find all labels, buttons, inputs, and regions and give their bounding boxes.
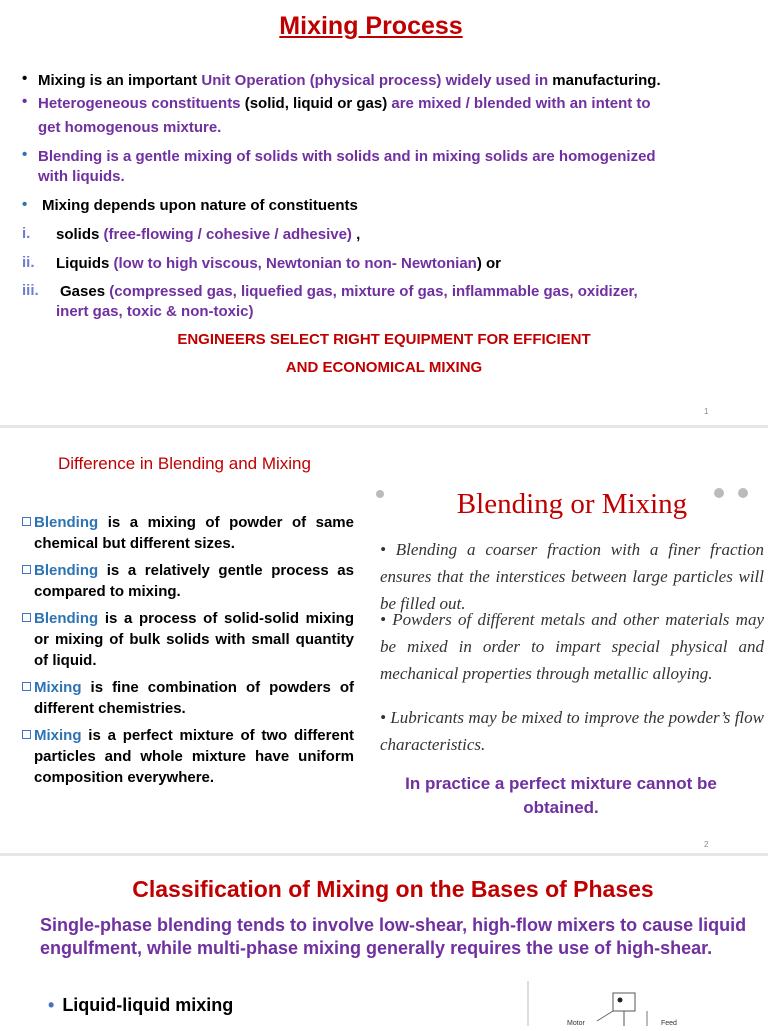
bullet-heterogeneous-cont: get homogenous mixture. xyxy=(38,119,222,136)
bullet-dot: • xyxy=(48,995,55,1015)
page-number: 1 xyxy=(704,407,709,416)
slide-title: Mixing Process xyxy=(279,12,463,40)
text-run: are mixed / blended with an intent to xyxy=(391,95,651,112)
practice-note: In practice a perfect mixture cannot be obtained. xyxy=(405,774,717,817)
definition-text: is a mixing of powder of same chemical but different sizes. xyxy=(34,514,354,552)
image-bullet: • Blending a coarser fraction with a finer fraction ensures that the interstices between large particles will be filled out. xyxy=(380,540,765,613)
slide-title: Classification of Mixing on the Bases of Phases xyxy=(132,876,654,902)
image-title: Blending or Mixing xyxy=(456,488,688,520)
blending-image-panel xyxy=(376,486,768,772)
numeral: i. xyxy=(22,225,31,242)
bullet-dot: • xyxy=(22,93,28,110)
bullet-blending: Blending is a gentle mixing of solids with solids and in mixing solids are homogenized xyxy=(38,148,656,165)
slide-3 xyxy=(0,856,768,1024)
image-bullet-text: Blending a coarser fraction with a finer fraction ensures that the interstices between large particles will be filled out. xyxy=(380,540,765,613)
definition-item xyxy=(22,608,354,671)
text-run: ) or xyxy=(476,255,501,272)
definition-text: is fine combination of powders of different chemistries. xyxy=(34,679,354,717)
slide-paragraph: Single-phase blending tends to involve low-shear, high-flow mixers to cause liquid engulfment, while multi-phase mixing generally requires the use of high-shear. xyxy=(40,915,747,958)
slide-1 xyxy=(0,0,768,425)
bullet-heterogeneous xyxy=(38,94,758,113)
item-gases-cont: inert gas, toxic & non-toxic) xyxy=(56,303,254,320)
bullet-dot: • xyxy=(22,196,28,213)
checkbox-bullet-icon xyxy=(22,730,31,739)
item-solids xyxy=(56,225,360,244)
page-number: 2 xyxy=(704,840,709,849)
item-liquids xyxy=(56,254,501,273)
motor-label: Motor xyxy=(567,1020,585,1026)
keyword: Blending xyxy=(34,562,99,579)
motor-box xyxy=(613,993,635,1011)
bullet-dot: • xyxy=(22,70,28,87)
keyword: Mixing xyxy=(34,679,82,696)
text-run: solids xyxy=(56,226,104,243)
definition-item xyxy=(22,725,354,788)
mixer-diagram-svg xyxy=(527,981,727,1026)
definition-text: is a relatively gentle process as compared to mixing. xyxy=(34,562,354,600)
slide-2 xyxy=(0,428,768,853)
motor-leader-line xyxy=(597,1011,613,1021)
definition-item xyxy=(22,512,354,554)
bullet-dot: • xyxy=(22,146,28,163)
text-run: , xyxy=(356,226,361,243)
text-run: Mixing is an important xyxy=(38,72,202,89)
feed-label: Feed xyxy=(661,1020,677,1026)
keyword: Mixing xyxy=(34,727,82,744)
image-bullet-text: Powders of different metals and other materials may be mixed in order to impart special physical and mechanical properties through metallic alloying. xyxy=(380,610,765,683)
bullet-unit-operation xyxy=(38,71,758,90)
text-run: Heterogeneous constituents xyxy=(38,95,245,112)
text-run: Gases xyxy=(60,283,110,300)
definition-item xyxy=(22,560,354,602)
text-run: (low to high viscous, Newtonian to non- Newtonian xyxy=(113,255,477,272)
image-bullet: • Lubricants may be mixed to improve the powder’s flow characteristics. xyxy=(380,708,764,754)
engineers-line-2: AND ECONOMICAL MIXING xyxy=(285,359,483,376)
bullet-nature: Mixing depends upon nature of constituents xyxy=(42,197,358,214)
numeral: iii. xyxy=(22,282,39,299)
checkbox-bullet-icon xyxy=(22,682,31,691)
text-run: (free-flowing / cohesive / adhesive) xyxy=(103,226,357,243)
keyword: Blending xyxy=(34,610,99,627)
definition-text: is a process of solid-solid mixing or mixing of bulk solids with small quantity of liquid. xyxy=(34,610,354,669)
definition-text: is a perfect mixture of two different particles and whole mixture have uniform composition everywhere. xyxy=(34,727,354,786)
image-bullet: • Powders of different metals and other materials may be mixed in order to impart special physical and mechanical properties through metallic alloying. xyxy=(380,610,765,683)
text-run: Unit Operation (physical process) widely used in xyxy=(201,72,553,89)
checkbox-bullet-icon xyxy=(22,565,31,574)
checkbox-bullet-icon xyxy=(22,517,31,526)
text-run: manufacturing. xyxy=(552,72,661,89)
text-run: (compressed gas, liquefied gas, mixture of gas, inflammable gas, oxidizer, xyxy=(109,283,638,300)
definitions-list xyxy=(22,512,354,794)
bullet-blending-cont: with liquids. xyxy=(38,168,125,185)
bullet-text: Liquid-liquid mixing xyxy=(62,995,234,1015)
motor-shaft-icon xyxy=(618,998,623,1003)
slide-heading: Difference in Blending and Mixing xyxy=(58,454,311,473)
numeral: ii. xyxy=(22,254,35,271)
image-bullet-text: Lubricants may be mixed to improve the powder’s flow characteristics. xyxy=(380,708,764,754)
bullet-liquid-liquid xyxy=(48,995,233,1016)
text-run: Liquids xyxy=(56,255,114,272)
engineers-line-1: ENGINEERS SELECT RIGHT EQUIPMENT FOR EFFICIENT xyxy=(177,331,591,348)
checkbox-bullet-icon xyxy=(22,613,31,622)
item-gases xyxy=(60,282,760,301)
text-run: (solid, liquid or gas) xyxy=(244,95,392,112)
definition-item xyxy=(22,677,354,719)
mixer-diagram xyxy=(527,981,727,1026)
keyword: Blending xyxy=(34,514,99,531)
